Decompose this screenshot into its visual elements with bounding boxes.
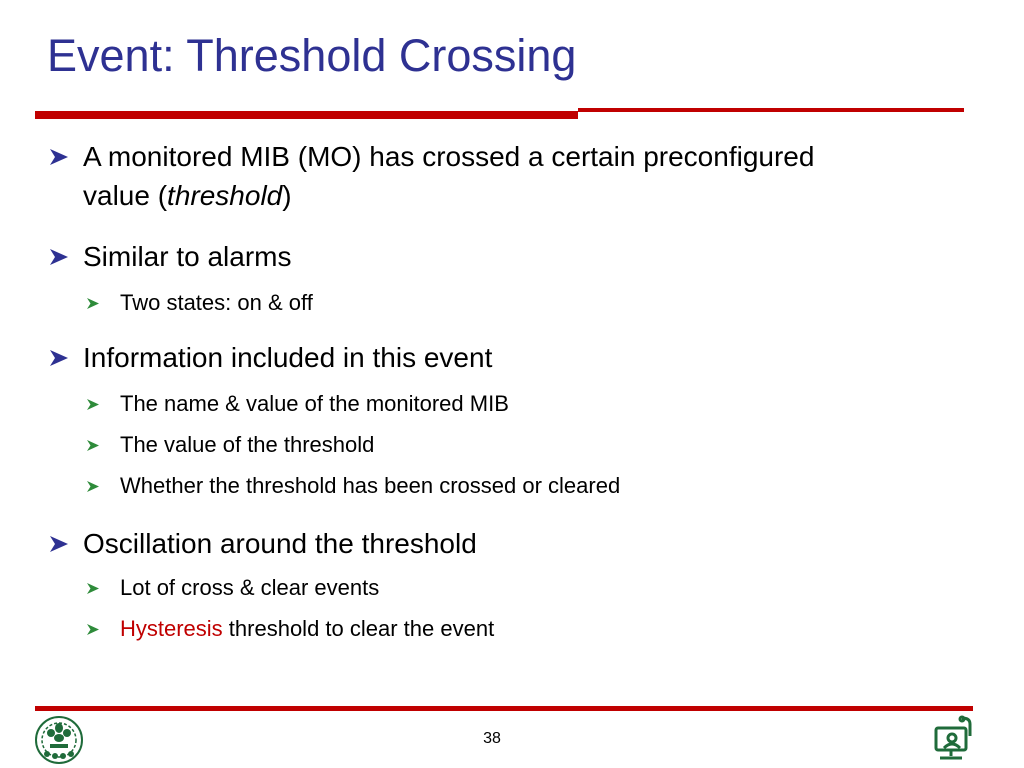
bullet-text: Oscillation around the threshold xyxy=(83,528,477,559)
sub-bullet-text: The name & value of the monitored MIB xyxy=(120,391,509,416)
arrowhead-sub-bullet-icon xyxy=(86,439,100,452)
university-seal-icon xyxy=(30,714,88,766)
slide-title: Event: Threshold Crossing xyxy=(47,30,577,81)
arrowhead-bullet-icon xyxy=(48,349,70,367)
footer-rule xyxy=(35,706,973,711)
bullet-text-line2 xyxy=(83,178,292,214)
arrowhead-sub-bullet-icon xyxy=(86,297,100,310)
arrowhead-sub-bullet-icon xyxy=(86,398,100,411)
bullet-text: A monitored MIB (MO) has crossed a certain preconfigured xyxy=(83,141,815,172)
sub-bullet-text xyxy=(120,615,494,643)
sub-bullet-rest: threshold to clear the event xyxy=(222,616,495,641)
highlighted-term: Hysteresis xyxy=(120,616,223,641)
bullet-text-pre: value ( xyxy=(83,180,168,211)
arrowhead-bullet-icon xyxy=(48,148,70,166)
bullet-text-emphasis: threshold xyxy=(167,180,283,211)
arrowhead-sub-bullet-icon xyxy=(86,582,100,595)
arrowhead-bullet-icon xyxy=(48,248,70,266)
sub-bullet-text: Whether the threshold has been crossed or cleared xyxy=(120,473,621,498)
arrowhead-bullet-icon xyxy=(48,535,70,553)
bullet-text: Information included in this event xyxy=(83,342,493,373)
sub-bullet-text: Two states: on & off xyxy=(120,290,313,315)
sub-bullet-text: The value of the threshold xyxy=(120,432,375,457)
sub-bullet-text: Lot of cross & clear events xyxy=(120,575,380,600)
computer-user-icon xyxy=(932,714,976,764)
arrowhead-sub-bullet-icon xyxy=(86,480,100,493)
bullet-text: Similar to alarms xyxy=(83,241,292,272)
bullet-text-post: ) xyxy=(282,180,292,211)
arrowhead-sub-bullet-icon xyxy=(86,623,100,636)
page-number: 38 xyxy=(483,730,501,747)
